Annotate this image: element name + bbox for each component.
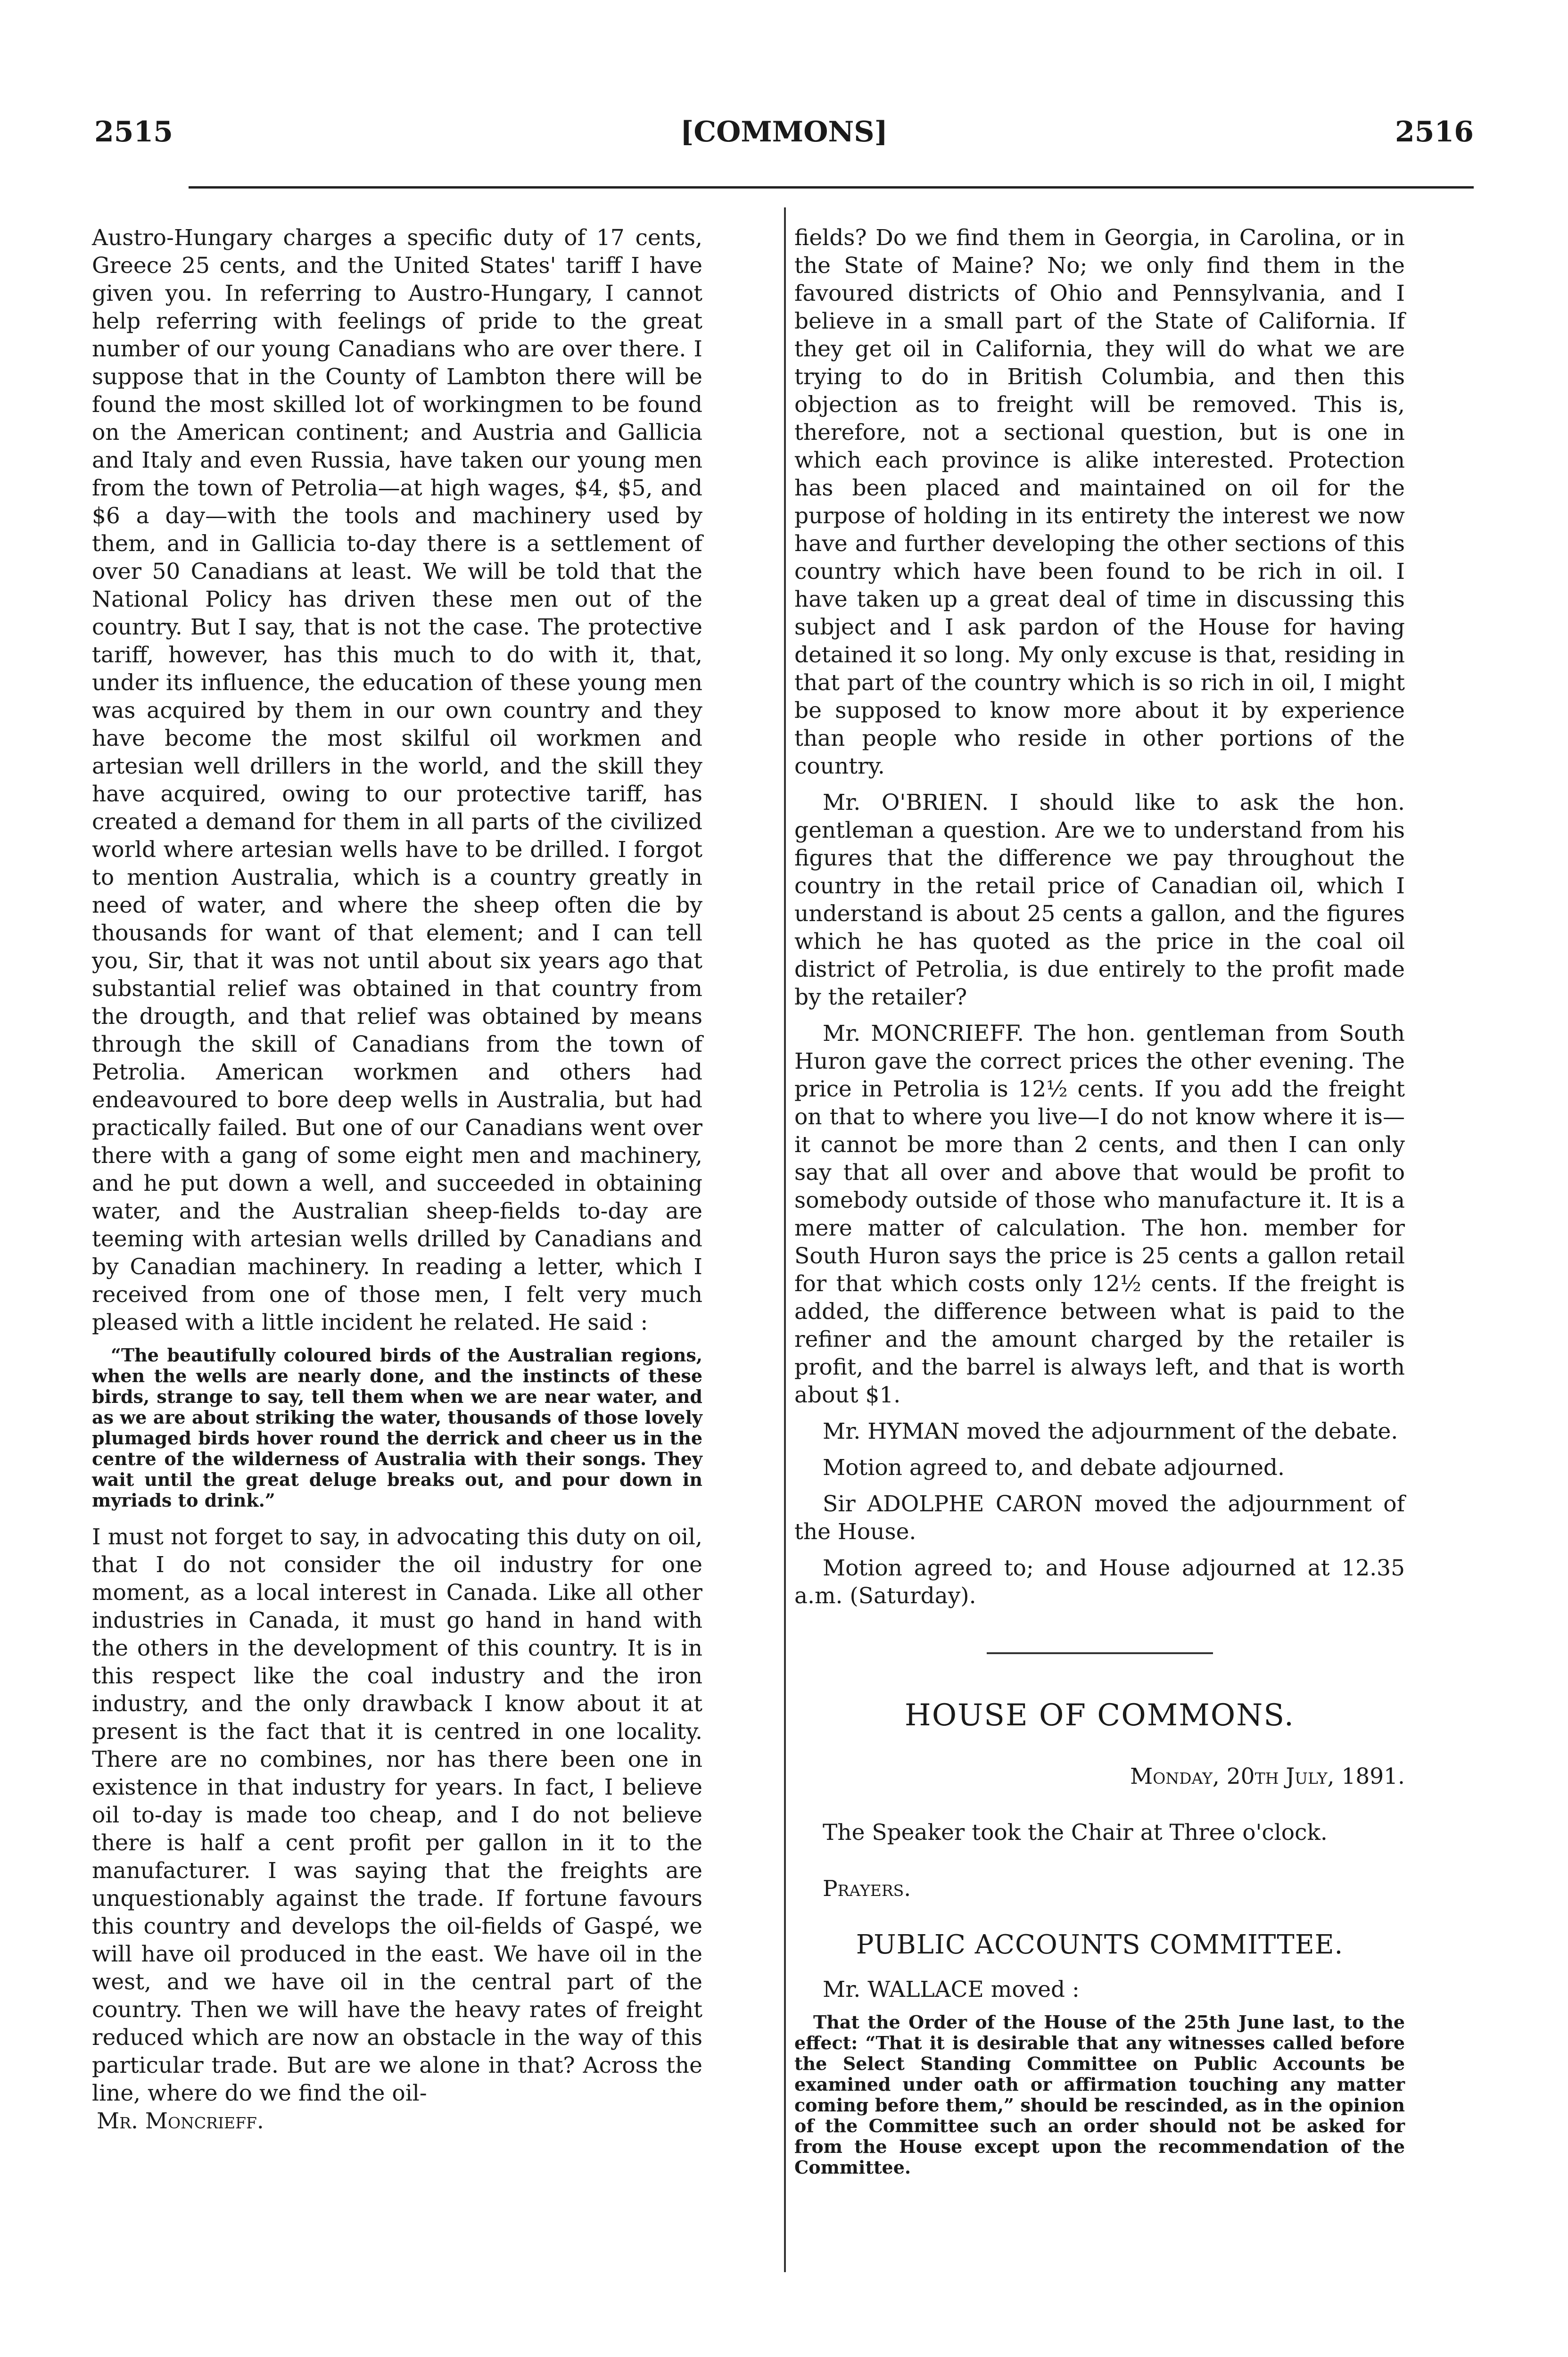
column-separator xyxy=(784,207,786,2272)
motion-adjourned: Motion agreed to; and House adjourned at 12.35 a.m. (Saturday). xyxy=(794,1555,1405,1609)
page-number-right: 2516 xyxy=(1395,115,1474,148)
right-column xyxy=(794,224,1405,2190)
motion-caron: Sir ADOLPHE CARON moved the adjournment of the House. xyxy=(794,1491,1405,1545)
speech-obrien: Mr. O'BRIEN. I should like to ask the hon. gentleman a question. Are we to understand from his figures that the difference we pay throughout the country in the retail price of Canadian oil, which I understand is about 25 cents a gallon, and the figures which he has quoted as the price in the coal oil district of Petrolia, is due entirely to the profit made by the retailer? xyxy=(794,790,1405,1010)
left-column xyxy=(92,224,702,2135)
resolution-text: That the Order of the House of the 25th June last, to the effect: “That it is desirable that any witnesses called before the Select Standing Committee on Public Accounts be examined under oath or affirmation touching any matter coming before them,” should be rescinded, as in the opinion of the Committee such an order should not be asked for from the House except upon the recommendation of the Committee. xyxy=(794,2011,1405,2178)
motion-agreed: Motion agreed to, and debate adjourned. xyxy=(823,1455,1285,1481)
sitting-date: Monday, 20th July, 1891. xyxy=(1130,1764,1405,1789)
running-title: [COMMONS] xyxy=(680,115,888,148)
committee-title: PUBLIC ACCOUNTS COMMITTEE. xyxy=(856,1929,1344,1960)
speech-paragraph: Austro-Hungary charges a specific duty of 17 cents, Greece 25 cents, and the United States' tariff I have given you. In referring to Austro-Hungary, I cannot help referring with feelings of pride to the great number of our young Canadians who are over there. I suppose that in the County of Lambton there will be found the most skilled lot of workingmen to be found on the American continent; and Austria and Gallicia and Italy and even Russia, have taken our young men from the town of Petrolia—at high wages, $4, $5, and $6 a day—with the tools and machinery used by them, and in Gallicia to-day there is a settlement of over 50 Canadians at least. We will be told that the National Policy has driven these men out of the country. But I say, that is not the case. The protective tariff, however, has this much to do with it, that, under its influence, the education of these young men was acquired by them in our own country and they have become the most skilful oil workmen and artesian well drillers in the world, and the skill they have acquired, owing to our protective tariff, has created a demand for them in all parts of the civilized world where artesian wells have to be drilled. I forgot to mention Australia, which is a country greatly in need of water, and where the sheep often die by thousands for want of that element; and I can tell you, Sir, that it was not until about six years ago that substantial relief was obtained in that country from the drougth, and that relief was obtained by means through the skill of Canadians from the town of Petrolia. American workmen and others had endeavoured to bore deep wells in Australia, but had practically failed. But one of our Canadians went over there with a gang of some eight men and machinery, and he put down a well, and succeeded in obtaining water, and the Australian sheep-fields to-day are teeming with artesian wells drilled by Canadians and by Canadian machinery. In reading a letter, which I received from one of those men, I felt very much pleased with a little incident he related. He said : xyxy=(92,225,702,1335)
speech-moncrieff: Mr. MONCRIEFF. The hon. gentleman from South Huron gave the correct prices the other evening. The price in Petrolia is 12½ cents. If you add the freight on that to where you live—I do not know where it is—it cannot be more than 2 cents, and then I can only say that all over and above that would be profit to somebody outside of those who manufacture it. It is a mere matter of calculation. The hon. member for South Huron says the price is 25 cents a gallon retail for that which costs only 12½ cents. If the freight is added, the difference between what is paid to the refiner and the amount charged by the retailer is profit, and the barrel is always left, and that is worth about $1. xyxy=(794,1021,1405,1408)
page-header xyxy=(94,113,1474,165)
prayers-heading: Prayers. xyxy=(823,1876,911,1902)
quoted-letter: “The beautifully coloured birds of the Australian regions, when the wells are nearly done, and the instincts of these birds, strange to say, tell them when we are near water, and as we are about striking the water, thousands of those lovely plumaged birds hover round the derrick and cheer us in the centre of the wilderness of Australia with their songs. They wait until the great deluge breaks out, and pour down in myriads to drink.” xyxy=(92,1344,702,1511)
speech-paragraph: I must not forget to say, in advocating this duty on oil, that I do not consider the oil industry for one moment, as a local interest in Canada. Like all other industries in Canada, it must go hand in hand with the others in the development of this country. It is in this respect like the coal industry and the iron industry, and the only drawback I know about it at present is the fact that it is centred in one locality. There are no combines, nor has there been one in existence in that industry for years. In fact, I believe oil to-day is made too cheap, and I do not believe there is half a cent profit per gallon in it to the manufacturer. I was saying that the freights are unquestionably against the trade. If fortune favours this country and develops the oil-fields of Gaspé, we will have oil produced in the east. We have oil in the west, and we have oil in the central part of the country. Then we will have the heavy rates of freight reduced which are now an obstacle in the way of this particular trade. But are we alone in that? Across the line, where do we find the oil- xyxy=(92,1524,702,2106)
page-number-left: 2515 xyxy=(94,115,173,148)
speaker-line: The Speaker took the Chair at Three o'clock. xyxy=(823,1820,1328,1846)
motion-hyman: Mr. HYMAN moved the adjournment of the debate. xyxy=(823,1418,1398,1444)
header-rule xyxy=(189,186,1474,189)
section-divider xyxy=(987,1652,1213,1654)
speech-paragraph: fields? Do we find them in Georgia, in Carolina, or in the State of Maine? No; we only find them in the favoured districts of Ohio and Pennsylvania, and I believe in a small part of the State of California. If they get oil in California, they will do what we are trying to do in British Columbia, and then this objection as to freight will be removed. This is, therefore, not a sectional question, but is one in which each province is alike interested. Protection has been placed and maintained on oil for the purpose of holding in its entirety the interest we now have and further developing the other sections of this country which have been found to be rich in oil. I have taken up a great deal of time in discussing this subject and I ask pardon of the House for having detained it so long. My only excuse is that, residing in that part of the country which is so rich in oil, I might be supposed to know more about it by experience than people who reside in other portions of the country. xyxy=(794,225,1405,779)
page-signature: Mr. Moncrieff. xyxy=(97,2108,264,2134)
motion-wallace: Mr. WALLACE moved : xyxy=(823,1977,1080,2003)
house-title: HOUSE OF COMMONS. xyxy=(904,1698,1295,1733)
